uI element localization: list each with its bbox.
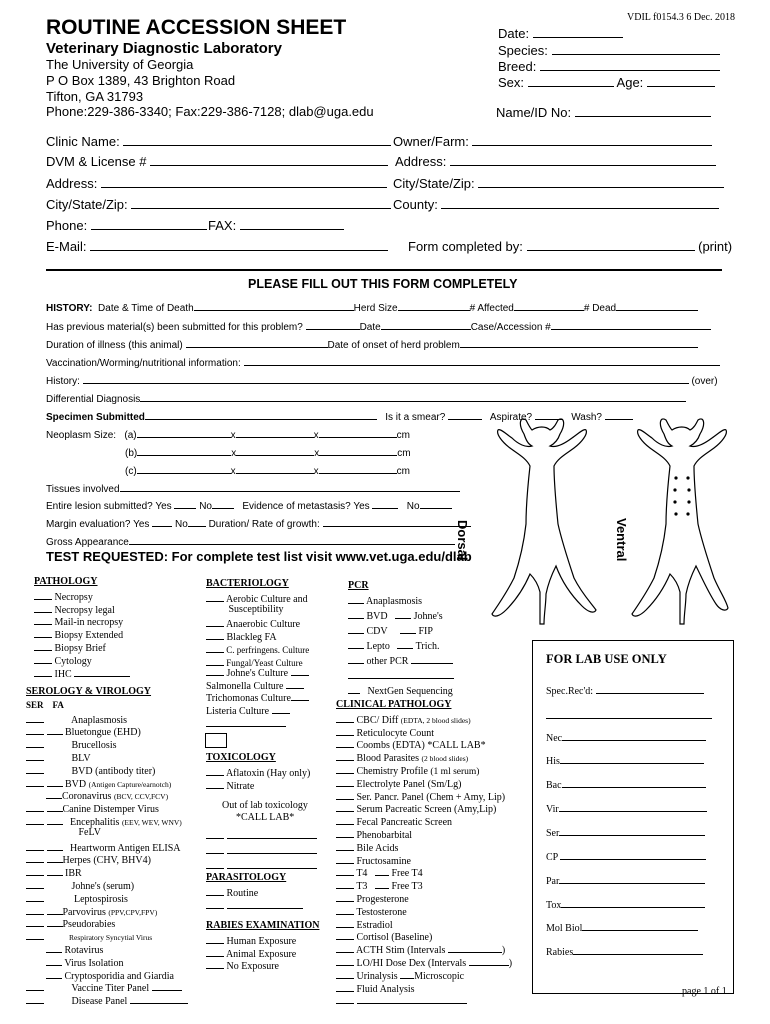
lab-use-vir[interactable]: Vir: [546, 801, 726, 815]
bacteriology-item[interactable]: Listeria Culture: [206, 703, 336, 716]
lab-use-spec-recd[interactable]: Spec.Rec'd:: [546, 683, 726, 697]
serology-item[interactable]: Leptospirosis: [26, 891, 206, 904]
ventral-silhouette: [632, 419, 728, 624]
clinical-item[interactable]: T3 Free T3: [336, 878, 536, 891]
address-line-1: The University of Georgia: [46, 57, 194, 72]
bacteriology-item[interactable]: Anaerobic Culture: [206, 616, 336, 629]
test-requested-heading: TEST REQUESTED: For complete test list visit www.vet.uga.edu/dlab: [46, 549, 472, 564]
serology-col-headers: SER FA: [26, 699, 64, 710]
clinical-item[interactable]: Serum Pacreatic Screen (Amy,Lip): [336, 801, 536, 814]
clinical-item[interactable]: Fluid Analysis: [336, 981, 536, 994]
pcr-item[interactable]: BVD Johne's: [348, 608, 528, 623]
serology-item[interactable]: Virus Isolation: [26, 955, 206, 968]
serology-item[interactable]: Canine Distemper Virus: [26, 801, 206, 814]
section-divider: [46, 269, 722, 271]
dorsal-label: Dorsal: [455, 520, 470, 561]
tissues-row[interactable]: Tissues involved: [46, 479, 460, 495]
serology-item[interactable]: Vaccine Titer Panel: [26, 980, 206, 993]
serology-item[interactable]: Disease Panel: [26, 993, 206, 1006]
clinical-item[interactable]: Bile Acids: [336, 840, 536, 853]
serology-item[interactable]: Cryptosporidia and Giardia: [26, 968, 206, 981]
owner-farm-field[interactable]: Owner/Farm:: [393, 133, 712, 149]
serology-item[interactable]: Parvovirus (PPV,CPV,FPV): [26, 904, 206, 917]
bacteriology-item[interactable]: Salmonella Culture: [206, 678, 336, 691]
parasitology-blank[interactable]: [206, 898, 336, 911]
breed-field[interactable]: Breed:: [498, 58, 720, 74]
serology-item[interactable]: BVD (Antigen Capture/earnotch): [26, 776, 206, 789]
county-field[interactable]: County:: [393, 196, 719, 212]
clinic-address-field[interactable]: Address:: [46, 175, 387, 191]
clinical-item[interactable]: Electrolyte Panel (Sm/Lg): [336, 776, 536, 789]
pathology-item[interactable]: Biopsy Extended: [34, 627, 204, 640]
clinical-item[interactable]: Blood Parasites (2 blood slides): [336, 750, 536, 763]
pcr-blank[interactable]: [348, 668, 528, 683]
clinical-item[interactable]: Estradiol: [336, 917, 536, 930]
serology-item[interactable]: IBR: [26, 865, 206, 878]
tox-blank-line[interactable]: [206, 856, 317, 872]
serology-item[interactable]: Bluetongue (EHD): [26, 724, 206, 737]
checkbox[interactable]: [205, 733, 227, 748]
date-field[interactable]: Date:: [498, 25, 623, 41]
form-id: VDIL f0154.3 6 Dec. 2018: [627, 12, 735, 23]
clinical-item[interactable]: T4 Free T4: [336, 865, 536, 878]
lab-use-his[interactable]: His: [546, 753, 726, 767]
pcr-title: PCR: [348, 580, 369, 591]
parasitology-title: PARASITOLOGY: [206, 872, 287, 883]
bacteriology-title: BACTERIOLOGY: [206, 578, 289, 589]
margin-row[interactable]: Margin evaluation? Yes No Duration/ Rate of growth:: [46, 514, 471, 530]
owner-address-field[interactable]: Address:: [395, 153, 716, 169]
neoplasm-row-b[interactable]: (b) x x cm: [125, 443, 411, 459]
pcr-item[interactable]: NextGen Sequencing: [348, 683, 528, 698]
clinical-item[interactable]: Coombs (EDTA) *CALL LAB*: [336, 737, 536, 750]
bacteriology-item[interactable]: Fungal/Yeast Culture: [206, 655, 336, 665]
rabies-item[interactable]: Animal Exposure: [206, 946, 336, 959]
pcr-item[interactable]: CDV FIP: [348, 623, 528, 638]
clinical-item[interactable]: Ser. Pancr. Panel (Chem + Amy, Lip): [336, 789, 536, 802]
pcr-item[interactable]: Lepto Trich.: [348, 638, 528, 653]
bacteriology-item[interactable]: Johne's Culture: [206, 665, 336, 678]
lab-use-cp[interactable]: CP: [546, 849, 726, 863]
ventral-label: Ventral: [614, 518, 629, 562]
out-of-lab-toxicology: Out of lab toxicology: [222, 800, 308, 811]
rabies-item[interactable]: No Exposure: [206, 958, 336, 971]
clinical-blank[interactable]: [336, 993, 536, 1006]
pathology-section: [34, 576, 204, 678]
serology-item[interactable]: Brucellosis: [26, 737, 206, 750]
neoplasm-row-a[interactable]: Neoplasm Size: (a) x x cm: [46, 425, 410, 441]
serology-item[interactable]: Rotavirus: [26, 942, 206, 955]
lab-use-tox[interactable]: Tox: [546, 897, 726, 911]
nipple-dots: [673, 476, 690, 515]
toxicology-item[interactable]: Nitrate: [206, 778, 336, 791]
sex-age-field[interactable]: Sex: Age:: [498, 74, 715, 90]
pcr-section: [348, 580, 528, 698]
tox-call-lab: *CALL LAB*: [236, 812, 295, 823]
parasitology-item[interactable]: Routine: [206, 885, 336, 898]
lab-name: Veterinary Diagnostic Laboratory: [46, 40, 282, 57]
duration-row[interactable]: Duration of illness (this animal) Date of onset of herd problem: [46, 335, 698, 351]
rabies-item[interactable]: Human Exposure: [206, 933, 336, 946]
serology-item[interactable]: BLV: [26, 750, 206, 763]
pcr-item[interactable]: Anaplasmosis: [348, 593, 528, 608]
clinical-item[interactable]: Chemistry Profile (1 ml serum): [336, 763, 536, 776]
bacteriology-item[interactable]: Trichomonas Culture: [206, 690, 336, 703]
clinical-item[interactable]: ACTH Stim (Intervals ): [336, 942, 536, 955]
lab-use-blank[interactable]: [546, 708, 726, 722]
bacteriology-item[interactable]: Aerobic Culture and: [206, 591, 336, 604]
serology-item[interactable]: FeLV: [78, 826, 101, 838]
clinical-pathology-section: [336, 699, 536, 1006]
pathology-item[interactable]: Mail-in necropsy: [34, 614, 204, 627]
serology-section: [26, 686, 206, 1006]
fax-field[interactable]: FAX:: [208, 217, 344, 233]
clinical-item[interactable]: LO/HI Dose Dex (Intervals ): [336, 955, 536, 968]
parasitology-section: [206, 872, 336, 910]
clinical-title: CLINICAL PATHOLOGY: [336, 699, 452, 710]
pathology-item[interactable]: Biopsy Brief: [34, 640, 204, 653]
serology-item[interactable]: Pseudorabies: [26, 916, 206, 929]
clinical-item[interactable]: Fructosamine: [336, 853, 536, 866]
rabies-section: [206, 920, 336, 971]
history-row[interactable]: History: (over): [46, 371, 718, 387]
serology-item[interactable]: Encephalitis (EEV, WEV, WNV): [26, 814, 206, 827]
rabies-title: RABIES EXAMINATION: [206, 920, 320, 931]
phone-field[interactable]: Phone:: [46, 217, 207, 233]
pathology-item[interactable]: Cytology: [34, 653, 204, 666]
clinical-item[interactable]: CBC/ Diff (EDTA, 2 blood slides): [336, 712, 536, 725]
address-line-2: P O Box 1389, 43 Brighton Road: [46, 73, 236, 88]
toxicology-item[interactable]: Aflatoxin (Hay only): [206, 765, 336, 778]
email-field[interactable]: E-Mail:: [46, 238, 388, 254]
toxicology-title: TOXICOLOGY: [206, 752, 276, 763]
serology-item[interactable]: Heartworm Antigen ELISA: [26, 840, 206, 853]
serology-item[interactable]: Coronavirus (BCV, CCV,FCV): [26, 788, 206, 801]
page-number: page 1 of 1: [682, 986, 727, 997]
differential-row[interactable]: Differential Diagnosis: [46, 389, 686, 405]
owner-city-field[interactable]: City/State/Zip:: [393, 175, 724, 191]
serology-item[interactable]: Johne's (serum): [26, 878, 206, 891]
clinic-name-field[interactable]: Clinic Name:: [46, 133, 391, 149]
gross-row[interactable]: Gross Appearance: [46, 532, 455, 548]
form-completed-field[interactable]: Form completed by: (print): [408, 239, 733, 254]
tox-blank-line[interactable]: [206, 826, 317, 842]
vaccination-row[interactable]: Vaccination/Worming/nutritional information:: [46, 353, 720, 369]
history-datetime-row[interactable]: HISTORY: Date & Time of Death Herd Size # Affected # Dead: [46, 298, 698, 314]
serology-item[interactable]: BVD (antibody titer): [26, 763, 206, 776]
page-title: ROUTINE ACCESSION SHEET: [46, 16, 347, 39]
lesion-row[interactable]: Entire lesion submitted? Yes No Evidence of metastasis? Yes No: [46, 496, 452, 512]
species-field[interactable]: Species:: [498, 42, 720, 58]
serology-item[interactable]: Respiratory Syncytial Virus: [26, 929, 206, 942]
clinic-city-field[interactable]: City/State/Zip:: [46, 196, 391, 212]
bacteriology-section: [206, 578, 336, 729]
lab-use-ser[interactable]: Ser: [546, 825, 726, 839]
pathology-item[interactable]: Necropsy: [34, 589, 204, 602]
address-line-3: Tifton, GA 31793: [46, 89, 144, 104]
lab-use-nec[interactable]: Nec: [546, 730, 726, 744]
bacteriology-blank[interactable]: [206, 716, 336, 729]
contact-line: Phone:229-386-3340; Fax:229-386-7128; dlab@uga.edu: [46, 104, 374, 119]
pathology-item[interactable]: IHC: [34, 666, 204, 679]
clinical-item[interactable]: Testosterone: [336, 904, 536, 917]
bacteriology-item: Susceptibility: [228, 603, 284, 615]
serology-item[interactable]: Anaplasmosis: [26, 712, 206, 725]
neoplasm-row-c[interactable]: (c) x x cm: [125, 461, 410, 477]
lab-use-par[interactable]: Par: [546, 873, 726, 887]
name-id-field[interactable]: Name/ID No:: [496, 104, 711, 120]
bacteriology-item[interactable]: C. perfringens. Culture: [206, 642, 336, 655]
lab-use-rabies[interactable]: Rabies: [546, 944, 726, 958]
pathology-title: PATHOLOGY: [34, 576, 98, 587]
clinical-item[interactable]: Phenobarbital: [336, 827, 536, 840]
bacteriology-item[interactable]: Blackleg FA: [206, 629, 336, 642]
serology-title: SEROLOGY & VIROLOGY: [26, 686, 152, 697]
lab-use-bac[interactable]: Bac: [546, 777, 726, 791]
clinical-item[interactable]: Fecal Pancreatic Screen: [336, 814, 536, 827]
toxicology-section: [206, 752, 336, 790]
serology-item[interactable]: Herpes (CHV, BHV4): [26, 852, 206, 865]
lab-use-mol-biol[interactable]: Mol Biol: [546, 920, 726, 934]
clinical-item[interactable]: Reticulocyte Count: [336, 725, 536, 738]
fill-banner: PLEASE FILL OUT THIS FORM COMPLETELY: [248, 277, 518, 291]
clinical-item[interactable]: Cortisol (Baseline): [336, 929, 536, 942]
clinical-item[interactable]: Urinalysis Microscopic: [336, 968, 536, 981]
pathology-item[interactable]: Necropsy legal: [34, 602, 204, 615]
lab-use-title: FOR LAB USE ONLY: [546, 652, 667, 666]
clinical-item[interactable]: Progesterone: [336, 891, 536, 904]
pcr-item[interactable]: other PCR: [348, 653, 528, 668]
prev-material-row[interactable]: Has previous material(s) been submitted for this problem? Date Case/Accession #: [46, 317, 711, 333]
tox-blank-line[interactable]: [206, 841, 317, 857]
dvm-license-field[interactable]: DVM & License #: [46, 153, 388, 169]
specimen-row[interactable]: Specimen Submitted Is it a smear? Aspirate? Wash?: [46, 407, 633, 423]
